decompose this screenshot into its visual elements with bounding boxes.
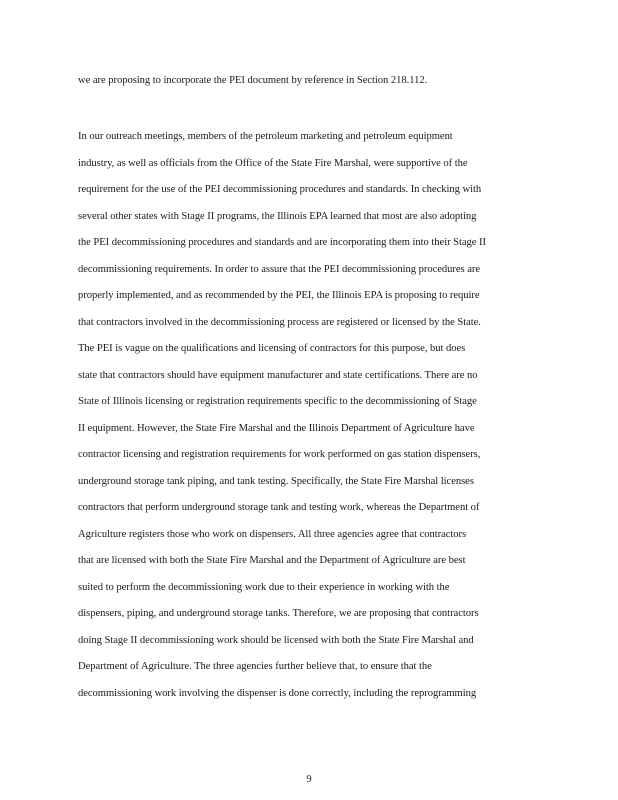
text-line-12: State of Illinois licensing or registration requirements specific to the decommissioning of Stage <box>78 396 477 407</box>
text-line-9: that contractors involved in the decommissioning process are registered or licensed by the State. <box>78 317 481 328</box>
text-line-8: properly implemented, and as recommended by the PEI, the Illinois EPA is proposing to require <box>78 290 480 301</box>
text-line-10: The PEI is vague on the qualifications and licensing of contractors for this purpose, but does <box>78 343 466 354</box>
text-line-4: requirement for the use of the PEI decommissioning procedures and standards. In checking with <box>78 184 482 195</box>
page-number: 9 <box>306 774 312 785</box>
text-line-17: Agriculture registers those who work on dispensers. All three agencies agree that contractors <box>78 529 467 540</box>
text-line-15: underground storage tank piping, and tank testing. Specifically, the State Fire Marshal licenses <box>78 476 474 487</box>
text-line-21: doing Stage II decommissioning work should be licensed with both the State Fire Marshal and <box>78 635 474 646</box>
text-line-16: contractors that perform underground storage tank and testing work, whereas the Department of <box>78 502 480 513</box>
text-line-1: we are proposing to incorporate the PEI document by reference in Section 218.112. <box>78 75 428 86</box>
text-line-11: state that contractors should have equipment manufacturer and state certifications. There are no <box>78 370 478 381</box>
text-line-7: decommissioning requirements. In order to assure that the PEI decommissioning procedures are <box>78 264 480 275</box>
text-line-19: suited to perform the decommissioning work due to their experience in working with the <box>78 582 450 593</box>
text-line-5: several other states with Stage II programs, the Illinois EPA learned that most are also adopting <box>78 211 477 222</box>
text-line-23: decommissioning work involving the dispenser is done correctly, including the reprogramming <box>78 688 477 699</box>
text-line-22: Department of Agriculture. The three agencies further believe that, to ensure that the <box>78 661 432 672</box>
text-line-2: In our outreach meetings, members of the petroleum marketing and petroleum equipment <box>78 131 453 142</box>
text-line-14: contractor licensing and registration requirements for work performed on gas station dispensers, <box>78 449 481 460</box>
text-line-20: dispensers, piping, and underground storage tanks. Therefore, we are proposing that contractors <box>78 608 479 619</box>
text-line-18: that are licensed with both the State Fire Marshal and the Department of Agriculture are best <box>78 555 466 566</box>
text-line-3: industry, as well as officials from the Office of the State Fire Marshal, were supportive of the <box>78 158 468 169</box>
text-line-6: the PEI decommissioning procedures and standards and are incorporating them into their Stage II <box>78 237 486 248</box>
text-line-13: II equipment. However, the State Fire Marshal and the Illinois Department of Agriculture have <box>78 423 475 434</box>
